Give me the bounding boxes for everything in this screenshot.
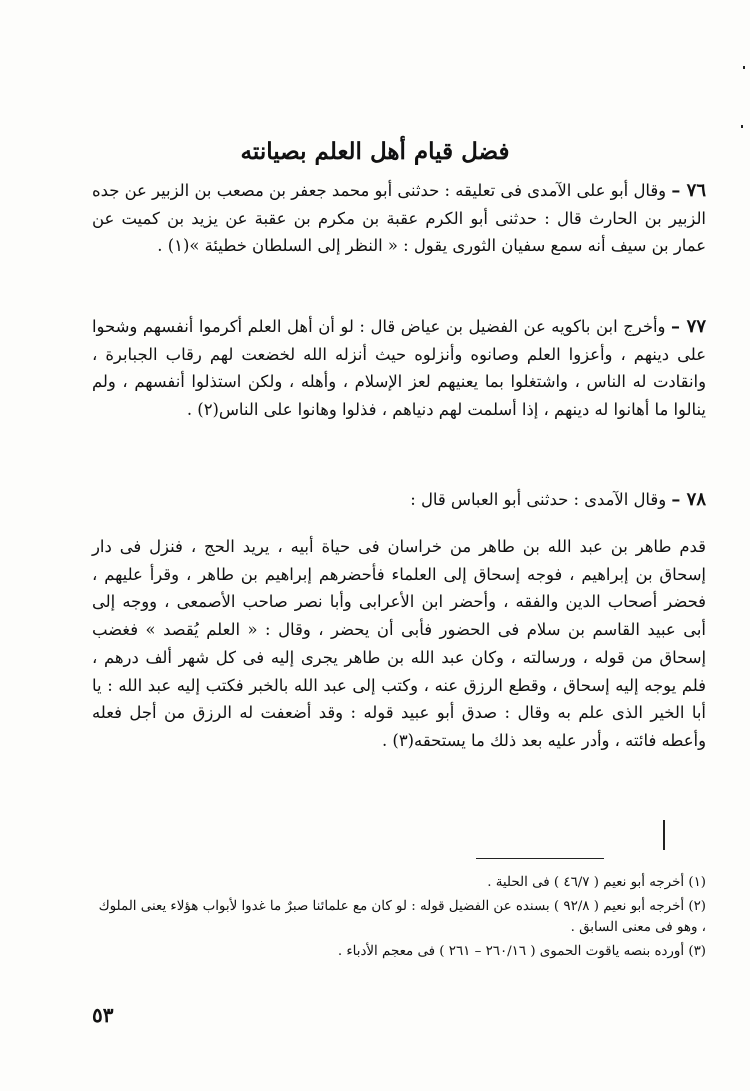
paragraph-text: وأخرج ابن باكويه عن الفضيل بن عياض قال : لو أن أهل العلم أكرموا أنفسهم وشحوا على دينهم ، وأعزوا العلم وصانوه وأنزلوه حيث أنزله الله لخضعت لهم رقاب الجبابرة ، وانقادت له الناس ، واشتغلوا بما يعنيهم لعز الإسلام ، وأهله ، ولكن استذلوا أنفسهم ، ولم ينالوا ما أهانوا له دينهم ، إذا أسلمت لهم دنياهم ، فذلوا وهانوا على الناس(٢) . bbox=[92, 317, 706, 420]
paragraph-76 bbox=[92, 177, 706, 260]
margin-mark bbox=[741, 125, 743, 128]
footnote-2: (٢) أخرجه أبو نعيم ( ٩٢/٨ ) بسنده عن الفضيل قوله : لو كان مع علمائنا صبرٌ ما غدوا لأبواب هؤلاء يعنى الملوك ، وهو فى معنى السابق . bbox=[98, 899, 706, 935]
section-heading: فضل قيام أهل العلم بصيانته bbox=[240, 138, 510, 165]
footnotes bbox=[92, 872, 706, 965]
footnote-3: (٣) أورده بنصه ياقوت الحموى ( ٢٦٠/١٦ – ٢٦١ ) فى معجم الأدباء . bbox=[337, 944, 706, 959]
paragraph-text: وقال أبو على الآمدى فى تعليقه : حدثنى أبو محمد جعفر بن مصعب بن الزبير عن جده الزبير بن الحارث قال : حدثنى أبو الكرم عقبة بن مكرم بن عقبة عن يزيد بن كميت عن عمار بن سيف أنه سمع سفيان الثورى يقول : « النظر إلى السلطان خطيئة »(١) . bbox=[92, 181, 706, 256]
page-number: ٥٣ bbox=[92, 1003, 114, 1027]
paragraph-78-story bbox=[92, 533, 706, 755]
paragraph-number: ٧٧ – bbox=[671, 316, 706, 337]
paragraph-text: وقال الآمدى : حدثنى أبو العباس قال : bbox=[410, 490, 672, 509]
paragraph-number: ٧٦ – bbox=[671, 180, 706, 201]
paragraph-text: قدم طاهر بن عبد الله بن طاهر من خراسان فى حياة أبيه ، يريد الحج ، فنزل فى دار إسحاق بن إبراهيم ، فوجه إسحاق إلى العلماء فأحضرهم إبراهيم بن طاهر ، وقرأ عليهم ، فحضر أصحاب الدين والفقه ، وأحضر ابن الأعرابى وأبا نصر صاحب الأصمعى ، ووجه إلى أبى عبيد القاسم بن سلام فى الحضور فأبى أن يحضر ، وقال : « العلم يُقصد » فغضب إسحاق من قوله ، ورسالته ، وكان عبد الله بن طاهر يجرى إليه فى كل شهر ألف درهم ، فلم يوجه إليه إسحاق ، وقطع الرزق عنه ، وكتب إلى عبد الله بالخبر فكتب إليه عبد الله : يا أبا الخير الذى علم به وقال : صدق أبو عبيد قوله : وقد أضعفت له الرزق من أجل فعله وأعطه فائته ، وأدر عليه بعد ذلك ما يستحقه(٣) . bbox=[92, 537, 706, 750]
paragraph-number: ٧٨ – bbox=[671, 489, 706, 510]
paragraph-77 bbox=[92, 313, 706, 424]
paragraph-78 bbox=[92, 486, 706, 514]
footnote-1: (١) أخرجه أبو نعيم ( ٤٦/٧ ) فى الحلية . bbox=[487, 875, 706, 890]
margin-mark bbox=[663, 820, 665, 850]
footnote-separator bbox=[476, 858, 604, 859]
margin-mark bbox=[743, 66, 745, 69]
